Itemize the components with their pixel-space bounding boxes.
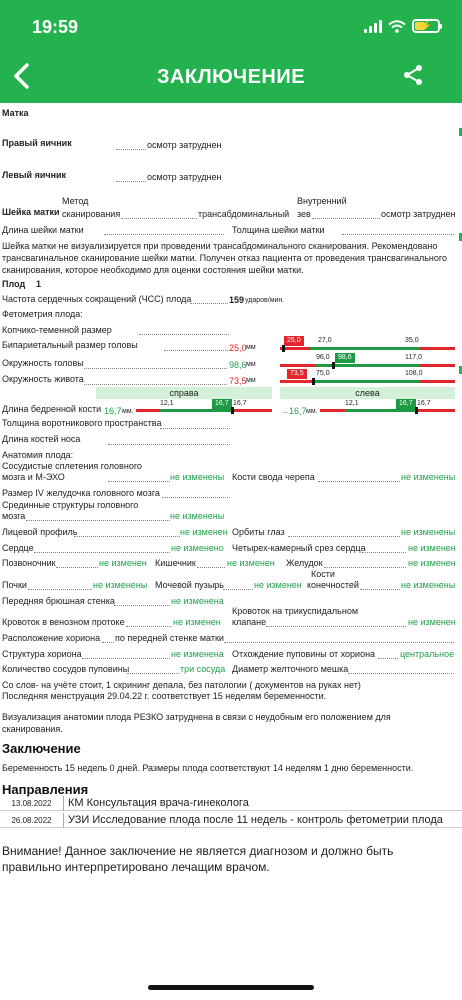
face-value: не изменен <box>180 527 228 537</box>
femur-r-marker <box>231 407 234 414</box>
femur-r-range-normal <box>160 409 234 412</box>
bpd-min-tag: 25,0 <box>284 336 304 346</box>
heart-rate-label: Частота сердечных сокращений (ЧСС) плода <box>2 294 192 304</box>
yolk-sac-label: Диаметр желточного мешка <box>232 664 349 674</box>
femur-l-min: 12,1 <box>345 400 359 407</box>
femur-left-unit: мм. <box>306 408 318 415</box>
bpd-range-high <box>420 347 455 350</box>
orbits-label: Орбиты глаз <box>232 527 285 537</box>
nt-label: Толщина воротникового пространства <box>2 418 162 428</box>
left-ovary-value: осмотр затруднен <box>147 172 222 182</box>
cervix-note: Шейка матки не визуализируется при проведении трансабдоминального сканирования. Рекомендовано трансвагинальное сканирование шейки матки. Получен отказ пациента от проведения трансвагинального сканирования, которое необходимо для оценки состояния шейки матки. <box>2 241 447 275</box>
side-right-header: справа <box>96 387 272 399</box>
note-history: Со слов- на учёте стоит, 1 скрининг депала, без патологии ( документов на руках нет) <box>2 680 361 690</box>
ac-value: 73,5 <box>229 376 247 386</box>
leader-dots <box>378 658 398 659</box>
cervix-method-value: трансабдоминальный <box>198 209 290 219</box>
ac-range-low <box>280 380 315 383</box>
leader-dots <box>266 626 406 627</box>
hc-min: 96,0 <box>316 354 330 361</box>
bpd-max: 35,0 <box>405 337 419 344</box>
leader-dots <box>102 642 114 643</box>
femur-right-value: 16,7 <box>104 406 122 416</box>
side-left-header: слева <box>280 387 455 399</box>
kidneys-value: не изменены <box>93 580 148 590</box>
ac-range-normal <box>315 380 420 383</box>
leader-dots <box>318 481 400 482</box>
tricusp-label: Кровоток на трикуспидальном <box>232 606 359 616</box>
right-ovary-value: осмотр затруднен <box>147 140 222 150</box>
hc-value-tag: 98,6 <box>335 353 355 363</box>
uterus-label: Матка <box>2 108 29 118</box>
crl-label: Копчико-теменной размер <box>2 325 112 335</box>
hc-max: 117,0 <box>405 354 422 361</box>
cervix-method-label: Метод <box>62 196 89 206</box>
referral-name: УЗИ Исследование плода после 11 недель - контроль фетометрии плода <box>68 814 443 826</box>
bpd-value: 25,0 <box>229 343 247 353</box>
leader-dots <box>342 234 454 235</box>
wifi-icon <box>388 20 406 33</box>
chorion-structure-label: Структура хориона <box>2 649 82 659</box>
four-chamber-label: Четырех-камерный срез сердца <box>232 543 366 553</box>
hc-range-high <box>420 364 455 367</box>
cord-insertion-label: Отхождение пуповины от хориона <box>232 649 376 659</box>
leader-dots <box>348 673 454 674</box>
venous-label: Кровоток в венозном протоке <box>2 617 125 627</box>
ac-marker <box>312 378 315 385</box>
leader-dots <box>224 642 454 643</box>
ac-mid: 75,0 <box>316 370 330 377</box>
limbs-label: Кости <box>311 569 335 579</box>
battery-charging-icon: ⚡ <box>412 19 440 33</box>
hc-unit: мм <box>246 361 256 368</box>
leader-dots <box>74 536 180 537</box>
fetus-label: Плод <box>2 279 26 289</box>
leader-dots <box>121 218 197 219</box>
femur-r-min: 12,1 <box>160 400 174 407</box>
bladder-label: Мочевой пузырь <box>155 580 224 590</box>
hc-marker <box>332 362 335 369</box>
right-ovary-label: Правый яичник <box>2 138 72 148</box>
cervix-length-label: Длина шейки матки <box>2 225 84 235</box>
kidneys-label: Почки <box>2 580 27 590</box>
status-time: 19:59 <box>32 17 79 37</box>
conclusion-text: Беременность 15 недель 0 дней. Размеры плода соответствуют 14 неделям 1 дню беременности. <box>2 763 414 773</box>
femur-label: Длина бедренной кости <box>2 404 102 414</box>
leader-dots <box>84 368 227 369</box>
heart-label: Сердце <box>2 543 34 553</box>
skull-value: не изменены <box>401 472 456 482</box>
disclaimer-warning: Внимание! Данное заключение не является диагнозом и должно быть правильно интерпретировано лечащим врачом. <box>2 844 394 874</box>
ac-min-tag: 73,5 <box>287 369 307 379</box>
leader-dots <box>82 658 170 659</box>
app-header <box>0 0 462 103</box>
cord-vessels-label: Количество сосудов пуповины <box>2 664 130 674</box>
leader-dots <box>56 567 98 568</box>
bpd-range-normal <box>310 347 420 350</box>
fetometry-label: Фетометрия плода: <box>2 309 83 319</box>
skull-label: Кости свода черепа <box>232 472 315 482</box>
tricusp-value: не изменен <box>408 617 456 627</box>
abd-wall-label: Передняя брюшная стенка <box>2 596 115 606</box>
leader-dots <box>108 444 230 445</box>
leader-dots <box>362 552 406 553</box>
orbits-value: не изменены <box>401 527 456 537</box>
leader-dots <box>84 384 227 385</box>
bpd-mid: 27,0 <box>318 337 332 344</box>
leader-dots <box>162 497 230 498</box>
limbs-label-2: конечностей <box>307 580 359 590</box>
status-icons <box>364 19 440 33</box>
femur-right-unit: мм. <box>122 408 134 415</box>
spine-label: Позвоночник <box>2 558 56 568</box>
heart-rate-value: 159 <box>229 295 245 305</box>
femur-r-max: 16,7 <box>233 400 247 407</box>
leader-dots <box>116 181 146 182</box>
cord-insertion-value: центральное <box>400 649 455 659</box>
face-label: Лицевой профиль <box>2 527 78 537</box>
referral-date: 13.08.2022 <box>0 796 64 811</box>
femur-l-max: 16,7 <box>417 400 431 407</box>
leader-dots <box>360 589 400 590</box>
page-title: ЗАКЛЮЧЕНИЕ <box>156 66 306 88</box>
leader-dots <box>164 350 228 351</box>
bowel-label: Кишечник <box>155 558 196 568</box>
bowel-value: не изменен <box>227 558 275 568</box>
leader-dots <box>26 520 170 521</box>
referral-name: КМ Консультация врача-гинеколога <box>68 797 249 809</box>
midline-label: Срединные структуры головного <box>2 500 139 510</box>
stomach-value: не изменен <box>408 558 456 568</box>
bpd-label: Бипариетальный размер головы <box>2 340 138 350</box>
note-lmp: Последняя менструация 29.04.22 г. соответствует 15 неделям беременности. <box>2 691 327 701</box>
v4-label: Размер IV желудочка головного мозга <box>2 488 160 498</box>
choroid-value: не изменены <box>170 472 225 482</box>
leader-dots <box>28 589 92 590</box>
ac-unit: мм <box>246 377 256 384</box>
leader-dots <box>312 218 380 219</box>
choroid-label: Сосудистые сплетения головного <box>2 461 142 471</box>
cord-vessels-value: три сосуда <box>180 664 226 674</box>
bpd-marker <box>282 345 285 352</box>
spine-value: не изменен <box>99 558 147 568</box>
leader-dots <box>288 536 400 537</box>
ac-range-high <box>420 380 455 383</box>
ac-label: Окружность живота <box>2 374 84 384</box>
leader-dots <box>324 567 406 568</box>
left-ovary-label: Левый яичник <box>2 170 67 180</box>
femur-r-range-low <box>136 409 160 412</box>
femur-l-range-normal <box>345 409 418 412</box>
femur-l-marker <box>415 407 418 414</box>
referral-row[interactable] <box>0 796 462 811</box>
cervix-label: Шейка матки <box>2 207 60 217</box>
femur-l-range-low <box>320 409 345 412</box>
leader-dots <box>126 626 172 627</box>
bladder-value: не изменен <box>254 580 302 590</box>
leader-dots <box>116 149 146 150</box>
referrals-title: Направления <box>2 782 89 797</box>
hc-range-normal <box>315 364 420 367</box>
chorion-label: Расположение хориона <box>2 633 101 643</box>
cervix-os-label-2: зев <box>297 209 311 219</box>
cervix-method-label-2: сканирования <box>62 209 121 219</box>
tricusp-label-2: клапане <box>232 617 267 627</box>
anatomy-title: Анатомия плода: <box>2 450 74 460</box>
leader-dots <box>114 605 170 606</box>
leader-dots <box>104 234 224 235</box>
choroid-label-2: мозга и М-ЭХО <box>2 472 65 482</box>
femur-r-tag: 16,7 <box>212 399 232 409</box>
cervix-os-value: осмотр затруднен <box>381 209 456 219</box>
femur-left-value: 16,7 <box>289 406 307 416</box>
femur-l-tag: 16,7 <box>396 399 416 409</box>
leader-dots <box>139 334 229 335</box>
leader-dots <box>127 673 179 674</box>
leader-dots <box>160 428 230 429</box>
cellular-signal-icon <box>364 20 382 33</box>
conclusion-title: Заключение <box>2 741 81 756</box>
leader-dots <box>108 481 170 482</box>
chorion-value: по передней стенке матки <box>115 633 224 643</box>
abd-wall-value: не изменена <box>171 596 224 606</box>
fetus-number: 1 <box>36 279 42 289</box>
heart-rate-unit: ударов/мин <box>245 297 283 304</box>
nasal-label: Длина костей носа <box>2 434 81 444</box>
hc-label: Окружность головы <box>2 358 84 368</box>
leader-dots <box>223 589 253 590</box>
heart-value: не изменено <box>171 543 224 553</box>
femur-l-range-high <box>418 409 455 412</box>
hc-range-low <box>280 364 315 367</box>
four-chamber-value: не изменен <box>408 543 456 553</box>
stomach-label: Желудок <box>286 558 323 568</box>
share-icon[interactable] <box>402 64 424 86</box>
venous-value: не изменен <box>173 617 221 627</box>
leader-dots <box>34 552 170 553</box>
ac-max: 108,0 <box>405 370 423 377</box>
bpd-unit: мм <box>246 344 256 351</box>
cervix-thickness-label: Толщина шейки матки <box>232 225 325 235</box>
leader-dots <box>190 303 228 304</box>
leader-dots <box>197 567 225 568</box>
note-visualization: Визуализация анатомии плода РЕЗКО затруднена в связи с неудобным его положением для сканирования. <box>2 712 391 734</box>
femur-r-range-high <box>234 409 272 412</box>
cervix-os-label: Внутренний <box>297 196 347 206</box>
hc-value: 98,6 <box>229 360 247 370</box>
referral-row[interactable] <box>0 813 462 828</box>
referral-date: 26.08.2022 <box>0 813 64 828</box>
midline-label-2: мозга <box>2 511 26 521</box>
chorion-structure-value: не изменена <box>171 649 224 659</box>
home-indicator[interactable] <box>148 985 314 990</box>
limbs-value: не изменены <box>401 580 456 590</box>
midline-value: не изменены <box>170 511 225 521</box>
